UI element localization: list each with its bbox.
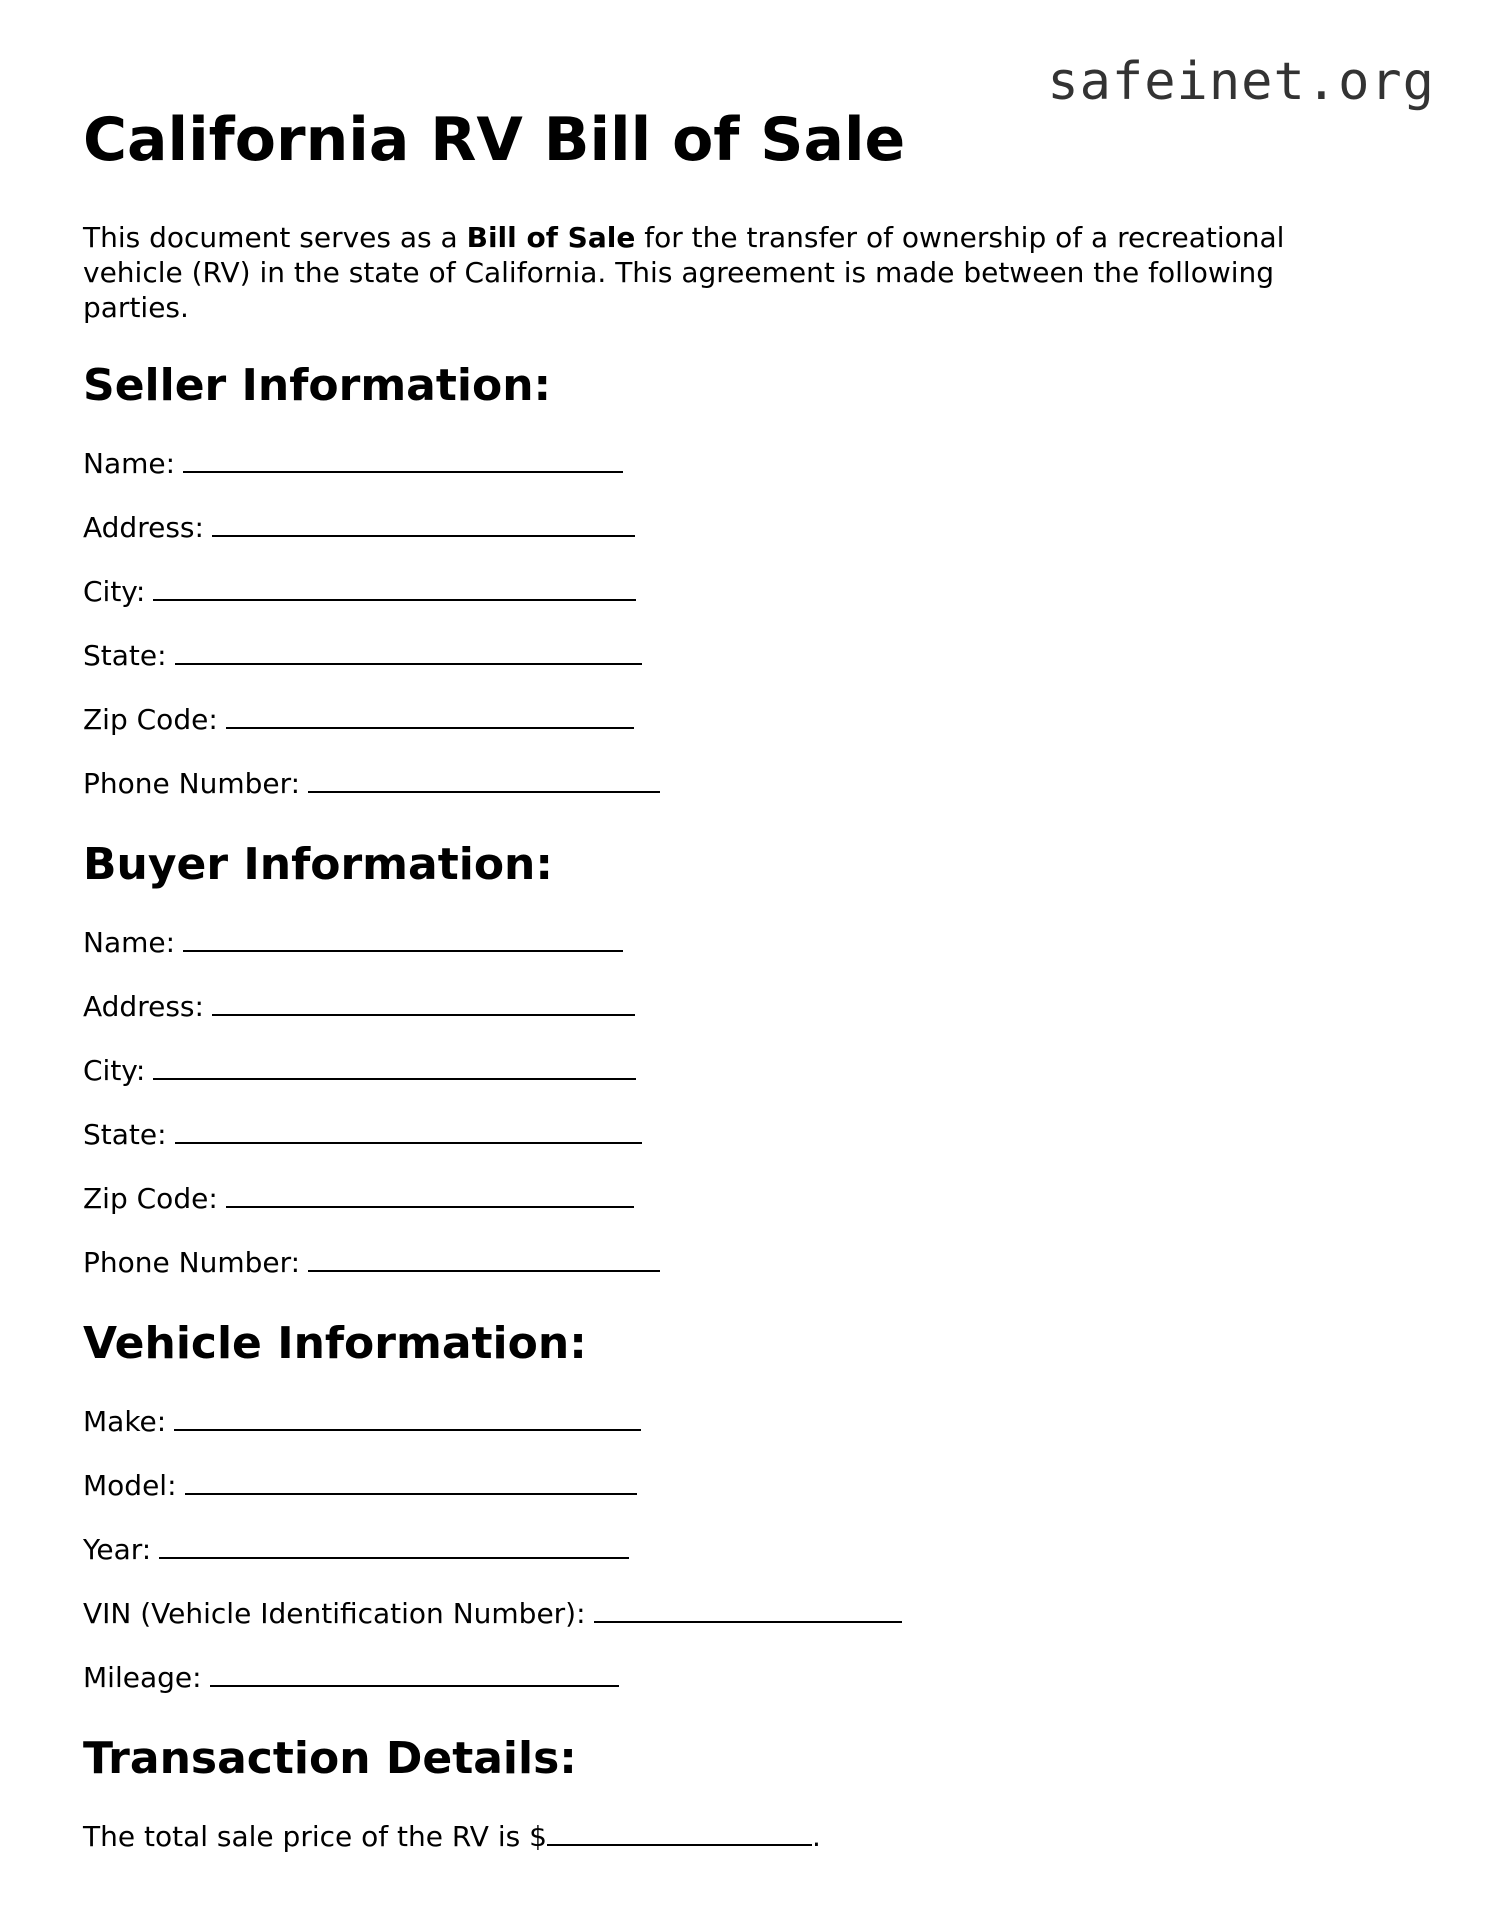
sale-price-label: The total sale price of the RV is $ — [83, 1820, 547, 1853]
seller-address-field — [83, 509, 635, 546]
buyer-phone-field — [83, 1244, 660, 1281]
field-label: Mileage: — [83, 1661, 202, 1694]
buyer-state-field — [83, 1116, 642, 1153]
field-label: VIN (Vehicle Identification Number): — [83, 1597, 586, 1630]
field-label: Zip Code: — [83, 1182, 218, 1215]
vehicle-year-blank[interactable] — [159, 1531, 629, 1559]
vehicle-vin-field — [83, 1595, 902, 1632]
sale-price-field — [83, 1818, 821, 1855]
buyer-state-blank[interactable] — [175, 1116, 642, 1144]
vehicle-vin-blank[interactable] — [594, 1595, 902, 1623]
document-page — [83, 100, 1413, 1853]
vehicle-mileage-blank[interactable] — [210, 1659, 619, 1687]
field-label: Phone Number: — [83, 767, 301, 800]
field-label: Year: — [83, 1533, 152, 1566]
seller-address-blank[interactable] — [212, 509, 635, 537]
seller-phone-field — [83, 765, 660, 802]
buyer-name-field — [83, 924, 623, 961]
buyer-address-blank[interactable] — [212, 988, 635, 1016]
seller-city-field — [83, 573, 636, 610]
field-label: State: — [83, 639, 167, 672]
sale-price-blank[interactable] — [547, 1818, 812, 1846]
field-label: State: — [83, 1118, 167, 1151]
buyer-zip-blank[interactable] — [226, 1180, 634, 1208]
field-label: Model: — [83, 1469, 177, 1502]
intro-text-after: for the transfer of ownership of a recreational vehicle (RV) in the state of California. This agreement is made between the following parties. — [83, 221, 1285, 324]
field-label: Make: — [83, 1405, 167, 1438]
buyer-zip-field — [83, 1180, 634, 1217]
vehicle-make-blank[interactable] — [174, 1403, 641, 1431]
field-label: Name: — [83, 926, 176, 959]
intro-bold: Bill of Sale — [466, 221, 636, 254]
buyer-city-blank[interactable] — [153, 1052, 636, 1080]
buyer-heading: Buyer Information: — [83, 839, 553, 890]
watermark: safeinet.org — [1047, 52, 1435, 112]
seller-state-field — [83, 637, 642, 674]
vehicle-model-blank[interactable] — [185, 1467, 637, 1495]
seller-name-blank[interactable] — [183, 445, 623, 473]
buyer-city-field — [83, 1052, 636, 1089]
vehicle-year-field — [83, 1531, 629, 1568]
field-label: Zip Code: — [83, 703, 218, 736]
field-label: Phone Number: — [83, 1246, 301, 1279]
seller-name-field — [83, 445, 623, 482]
buyer-name-blank[interactable] — [183, 924, 623, 952]
sale-price-period: . — [811, 1820, 821, 1853]
seller-heading: Seller Information: — [83, 360, 552, 411]
intro-text-before: This document serves as a — [83, 221, 467, 254]
vehicle-mileage-field — [83, 1659, 619, 1696]
seller-phone-blank[interactable] — [308, 765, 660, 793]
transaction-heading: Transaction Details: — [83, 1733, 577, 1784]
field-label: Name: — [83, 447, 176, 480]
field-label: Address: — [83, 511, 204, 544]
seller-state-blank[interactable] — [175, 637, 642, 665]
page-title: California RV Bill of Sale — [83, 105, 906, 175]
field-label: City: — [83, 575, 146, 608]
vehicle-model-field — [83, 1467, 637, 1504]
field-label: Address: — [83, 990, 204, 1023]
seller-zip-field — [83, 701, 634, 738]
buyer-address-field — [83, 988, 635, 1025]
intro-paragraph — [83, 220, 1383, 325]
seller-zip-blank[interactable] — [226, 701, 634, 729]
vehicle-make-field — [83, 1403, 641, 1440]
seller-city-blank[interactable] — [153, 573, 636, 601]
field-label: City: — [83, 1054, 146, 1087]
vehicle-heading: Vehicle Information: — [83, 1318, 587, 1369]
buyer-phone-blank[interactable] — [308, 1244, 660, 1272]
